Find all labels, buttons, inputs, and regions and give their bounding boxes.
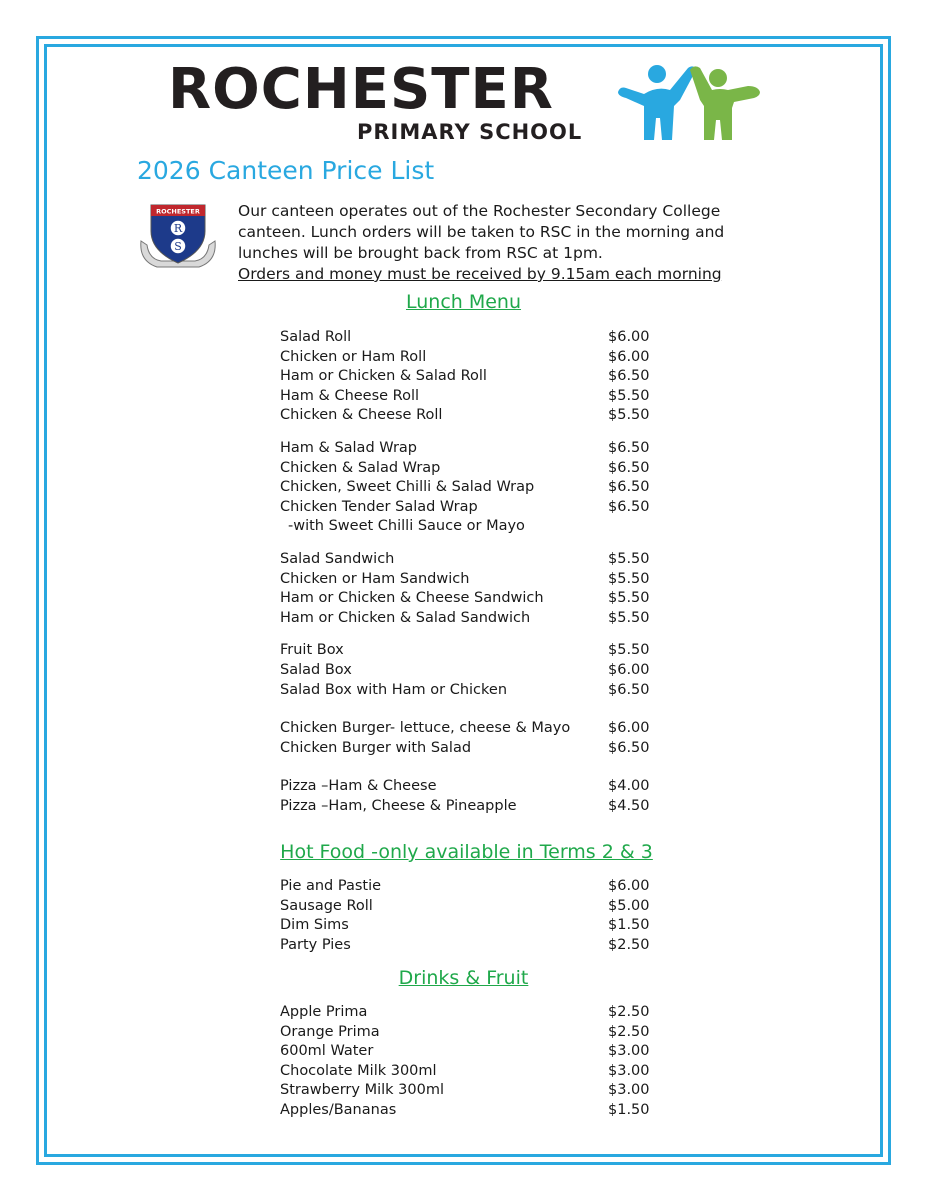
intro-deadline: Orders and money must be received by 9.15am each morning [238, 265, 722, 283]
svg-text:R: R [173, 222, 183, 235]
menu-item-price: $3.00 [608, 1043, 650, 1060]
menu-row [280, 439, 680, 459]
menu-item-name: Apple Prima [280, 1004, 368, 1020]
menu-item-name: 600ml Water [280, 1043, 374, 1060]
menu-item-name: Salad Box [280, 661, 352, 678]
intro-line: canteen. Lunch orders will be taken to RSC in the morning and [238, 223, 725, 241]
intro-line: Our canteen operates out of the Rochester Secondary College [238, 202, 721, 220]
svg-text:S: S [174, 240, 182, 253]
menu-item-price: $5.50 [608, 387, 650, 404]
menu-item-price: $5.50 [608, 407, 650, 424]
menu-item-name: Chicken or Ham Sandwich [280, 570, 470, 587]
menu-item-price: $5.50 [608, 590, 650, 607]
menu-row [280, 517, 680, 537]
menu-row [280, 777, 680, 797]
menu-item-name: Chicken, Sweet Chilli & Salad Wrap [280, 479, 535, 496]
menu-row [280, 1003, 680, 1023]
menu-item-price: $6.50 [608, 368, 650, 385]
group-spacer [280, 700, 680, 719]
menu-item-price: $1.50 [608, 917, 650, 934]
menu-row [280, 589, 680, 609]
menu-item-name: Pizza –Ham & Cheese [280, 778, 437, 795]
menu-item-price: $6.00 [608, 329, 650, 345]
menu-row [280, 661, 680, 681]
menu-item-price: $6.50 [608, 479, 650, 496]
menu-item-name: Salad Roll [280, 329, 352, 345]
menu-item-name: Chicken & Salad Wrap [280, 459, 441, 476]
menu-item-price: $5.50 [608, 550, 650, 567]
menu-item-price: $6.00 [608, 348, 650, 365]
menu-item-price: $5.50 [608, 642, 650, 659]
menu-row [280, 609, 680, 629]
menu-row [280, 459, 680, 479]
menu-item-name: Chicken Burger with Salad [280, 739, 472, 756]
menu-row [280, 348, 680, 368]
menu-item-price: $6.50 [608, 681, 650, 698]
menu-item-name: -with Sweet Chilli Sauce or Mayo [288, 518, 525, 535]
menu-item-name: Ham or Chicken & Salad Roll [280, 368, 487, 385]
menu-row [280, 739, 680, 759]
menu-row [280, 797, 680, 817]
school-name: ROCHESTER [168, 57, 554, 122]
menu-item-name: Ham & Cheese Roll [280, 387, 420, 404]
menu-item-name: Pie and Pastie [280, 878, 382, 894]
menu-item-price: $6.50 [608, 439, 650, 456]
menu-row [280, 641, 680, 661]
menu-item-price: $3.00 [608, 1062, 650, 1079]
intro-paragraph [238, 201, 758, 285]
two-figures-logo-icon [614, 60, 764, 142]
group-spacer [280, 758, 680, 777]
menu-item-price: $6.00 [608, 720, 650, 737]
menu-row [280, 570, 680, 590]
menu-item-name: Fruit Box [280, 642, 344, 659]
drinks-heading: Drinks & Fruit [398, 967, 529, 989]
school-subtitle: PRIMARY SCHOOL [357, 120, 583, 144]
menu-item-name: Pizza –Ham, Cheese & Pineapple [280, 797, 517, 814]
menu-row [280, 328, 680, 348]
menu-item-name: Chicken & Cheese Roll [280, 407, 443, 424]
menu-item-price: $6.50 [608, 739, 650, 756]
group-spacer [280, 537, 680, 550]
menu-item-price: $5.00 [608, 897, 650, 914]
menu-item-name: Ham or Chicken & Cheese Sandwich [280, 590, 544, 607]
menu-item-name: Chicken Burger- lettuce, cheese & Mayo [280, 720, 571, 737]
menu-row [280, 1042, 680, 1062]
menu-row [280, 367, 680, 387]
hot-food-heading: Hot Food -only available in Terms 2 & 3 [280, 841, 653, 863]
menu-item-name: Strawberry Milk 300ml [280, 1082, 444, 1099]
menu-item-price: $5.50 [608, 570, 650, 587]
menu-row [280, 681, 680, 701]
menu-item-price: $6.00 [608, 878, 650, 894]
menu-item-name: Sausage Roll [280, 897, 373, 914]
menu-item-price: $4.00 [608, 778, 650, 795]
menu-row [280, 936, 680, 956]
menu-item-price: $5.50 [608, 609, 650, 626]
menu-item-name: Ham & Salad Wrap [280, 439, 417, 456]
school-crest-icon [137, 201, 219, 273]
group-spacer [280, 426, 680, 439]
menu-item-name: Chicken Tender Salad Wrap [280, 498, 478, 515]
menu-item-price: $4.50 [608, 797, 650, 814]
menu-item-price: $2.50 [608, 1004, 650, 1020]
menu-item-price: $2.50 [608, 936, 650, 953]
menu-row [280, 498, 680, 518]
menu-item-price: $1.50 [608, 1101, 650, 1118]
menu-row [280, 1101, 680, 1121]
menu-row [280, 387, 680, 407]
menu-item-price: $6.50 [608, 498, 650, 515]
group-spacer [280, 628, 680, 641]
crest-label: ROCHESTER [156, 207, 200, 216]
drinks-list [280, 1003, 680, 1121]
menu-item-price: $6.50 [608, 459, 650, 476]
menu-row [280, 877, 680, 897]
menu-item-name: Party Pies [280, 936, 351, 953]
menu-row [280, 550, 680, 570]
menu-item-price: $3.00 [608, 1082, 650, 1099]
menu-row [280, 897, 680, 917]
hot-food-list [280, 877, 680, 955]
menu-row [280, 719, 680, 739]
menu-row [280, 1062, 680, 1082]
lunch-menu-heading: Lunch Menu [405, 291, 522, 313]
menu-item-name: Dim Sims [280, 917, 349, 934]
menu-item-name: Salad Box with Ham or Chicken [280, 681, 508, 698]
page-title: 2026 Canteen Price List [137, 156, 435, 185]
menu-item-name: Salad Sandwich [280, 550, 395, 567]
menu-row [280, 916, 680, 936]
menu-row [280, 1081, 680, 1101]
lunch-menu-list [280, 328, 680, 816]
menu-item-price: $6.00 [608, 661, 650, 678]
menu-item-name: Chocolate Milk 300ml [280, 1062, 437, 1079]
menu-row [280, 1023, 680, 1043]
menu-row [280, 406, 680, 426]
menu-item-price: $2.50 [608, 1023, 650, 1040]
intro-line: lunches will be brought back from RSC at 1pm. [238, 244, 603, 262]
menu-row [280, 478, 680, 498]
menu-item-name: Ham or Chicken & Salad Sandwich [280, 609, 531, 626]
menu-item-name: Apples/Bananas [280, 1101, 397, 1118]
menu-item-name: Orange Prima [280, 1023, 380, 1040]
menu-item-name: Chicken or Ham Roll [280, 348, 427, 365]
